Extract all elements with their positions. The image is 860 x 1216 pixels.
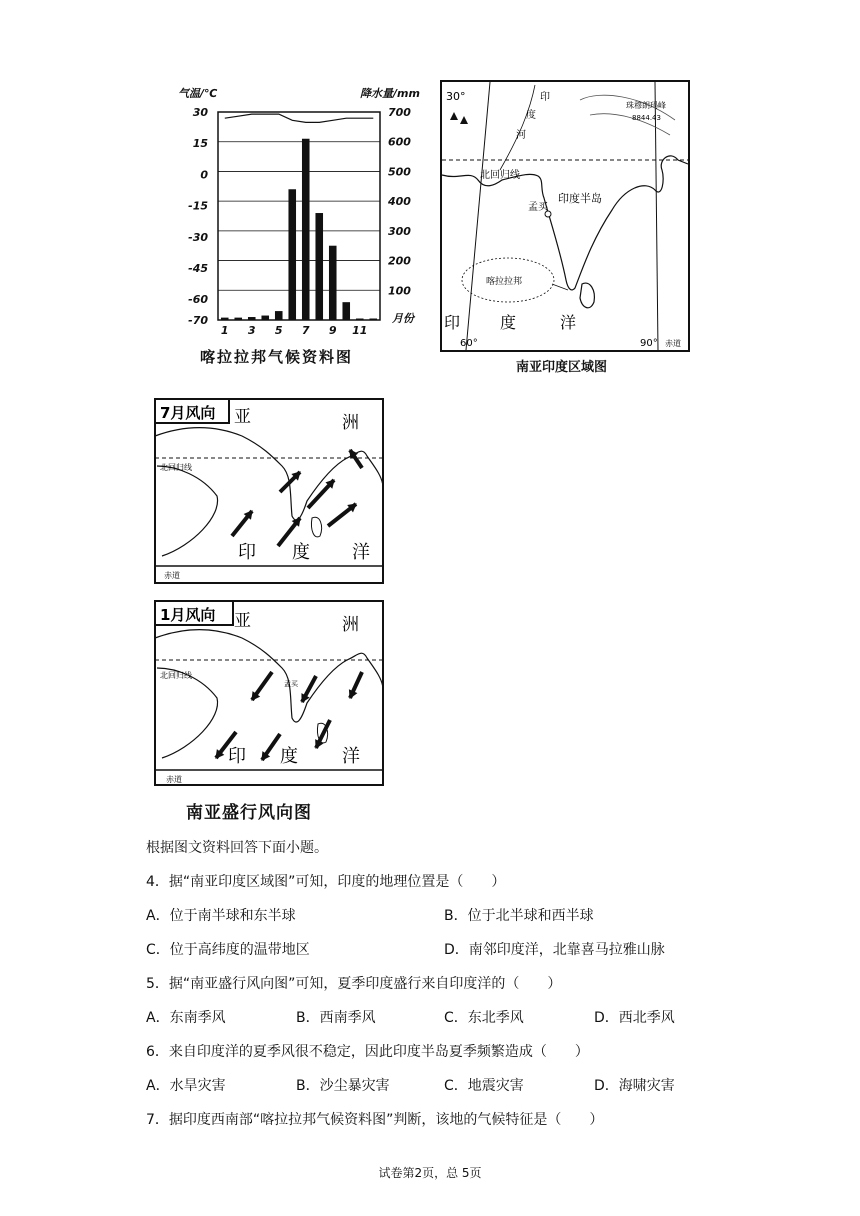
right-axis-label: 降水量/mm <box>360 87 420 100</box>
left-tick-label: -45 <box>188 262 208 275</box>
left-tick-label: -70 <box>188 314 208 327</box>
lat-30-label: 30° <box>446 90 466 103</box>
plot-frame <box>218 112 380 320</box>
everest-height: 8844.43 <box>632 114 661 122</box>
jan-tropic-label: 北回归线 <box>160 671 192 680</box>
mumbai-label: 孟买 <box>528 202 548 213</box>
right-tick-label: 400 <box>388 195 411 209</box>
q5-option-d[interactable]: D．西北季风 <box>594 1010 675 1026</box>
q4-option-a[interactable]: A．位于南半球和东半球 <box>146 908 296 924</box>
q5-option-b[interactable]: B．西南季风 <box>296 1010 376 1026</box>
q6-option-a[interactable]: A．水旱灾害 <box>146 1078 226 1094</box>
climate-chart-title: 喀拉拉邦气候资料图 <box>200 348 354 366</box>
july-asia-char-2: 洲 <box>342 413 359 433</box>
q4-option-b[interactable]: B．位于北半球和西半球 <box>444 908 594 924</box>
precip-bar <box>248 317 256 320</box>
question-5-stem: 5．据“南亚盛行风向图”可知，夏季印度盛行来自印度洋的（ ） <box>146 976 562 992</box>
right-tick-label: 100 <box>388 284 411 298</box>
month-axis-label: 月份 <box>392 312 414 325</box>
jan-ocean-char-1: 印 <box>228 746 246 767</box>
july-tropic-label: 北回归线 <box>160 463 192 472</box>
precip-bar <box>369 319 377 320</box>
july-wind-map <box>152 396 392 586</box>
left-tick-label: 30 <box>192 106 208 119</box>
precip-bar <box>261 316 269 320</box>
question-4-stem: 4．据“南亚印度区域图”可知，印度的地理位置是（ ） <box>146 874 506 890</box>
lon-90-label: 90° <box>640 338 658 349</box>
ocean-char-1: 印 <box>444 313 461 332</box>
precip-bar <box>315 213 323 320</box>
map-title: 南亚印度区域图 <box>516 360 608 375</box>
india-map-svg <box>440 80 690 352</box>
precip-bar <box>356 319 364 320</box>
kerala-label: 喀拉拉邦 <box>486 277 523 287</box>
july-wind-svg <box>152 396 392 586</box>
right-tick-label: 500 <box>388 165 411 179</box>
left-tick-label: -15 <box>188 199 208 213</box>
precip-bar <box>302 139 310 320</box>
india-region-map <box>440 80 690 352</box>
climate-chart <box>160 80 440 370</box>
q5-option-c[interactable]: C．东北季风 <box>444 1010 524 1026</box>
right-tick-label: 600 <box>388 135 411 149</box>
right-tick-label: 200 <box>388 254 411 268</box>
q6-option-b[interactable]: B．沙尘暴灾害 <box>296 1078 390 1094</box>
question-7-stem: 7．据印度西南部“喀拉拉邦气候资料图”判断，该地的气候特征是（ ） <box>146 1112 604 1128</box>
july-ocean-char-2: 度 <box>292 542 310 563</box>
q4-option-c[interactable]: C．位于高纬度的温带地区 <box>146 942 310 958</box>
everest-label: 珠穆朗玛峰 <box>626 101 666 110</box>
equator-label: 赤道 <box>665 339 681 348</box>
peninsula-label: 印度半岛 <box>558 192 602 205</box>
left-tick-label: -30 <box>188 230 208 244</box>
right-tick-label: 700 <box>388 106 411 119</box>
precip-bar <box>275 311 283 320</box>
jan-header: 1月风向 <box>160 606 216 624</box>
q6-option-c[interactable]: C．地震灾害 <box>444 1078 524 1094</box>
jan-ocean-char-2: 度 <box>280 746 298 767</box>
temperature-line <box>225 114 373 122</box>
left-tick-label: 15 <box>192 137 208 151</box>
month-tick-label: 9 <box>328 324 337 337</box>
q4-option-d[interactable]: D．南邻印度洋，北靠喜马拉雅山脉 <box>444 942 665 958</box>
month-tick-label: 1 <box>220 324 229 337</box>
ocean-char-2: 度 <box>500 313 517 332</box>
intro-text: 根据图文资料回答下面小题。 <box>146 840 328 856</box>
month-tick-label: 11 <box>352 324 368 337</box>
left-tick-label: 0 <box>200 168 208 182</box>
q6-option-d[interactable]: D．海啸灾害 <box>594 1078 675 1094</box>
jan-equator-label: 赤道 <box>166 775 182 784</box>
lon-60-label: 60° <box>460 338 478 349</box>
january-wind-map <box>152 598 392 790</box>
precip-bar <box>288 189 296 320</box>
question-6-stem: 6．来自印度洋的夏季风很不稳定，因此印度半岛夏季频繁造成（ ） <box>146 1044 589 1060</box>
climate-chart-svg <box>160 80 440 370</box>
river-char-3: 河 <box>516 130 526 141</box>
july-ocean-char-1: 印 <box>238 542 256 563</box>
page-footer: 试卷第2页，总 5页 <box>378 1166 482 1180</box>
january-wind-svg <box>152 598 392 790</box>
month-tick-label: 5 <box>274 324 283 337</box>
precip-bar <box>329 246 337 320</box>
precip-bar <box>234 318 242 320</box>
q5-option-a[interactable]: A．东南季风 <box>146 1010 226 1026</box>
jan-asia-char-1: 亚 <box>234 611 251 631</box>
july-asia-char-1: 亚 <box>234 407 251 427</box>
july-ocean-char-3: 洋 <box>352 542 370 563</box>
river-char-1: 印 <box>540 92 550 103</box>
jan-mumbai-label: 孟买 <box>284 680 298 688</box>
left-axis-label: 气温/℃ <box>178 87 218 100</box>
month-tick-label: 7 <box>301 324 310 337</box>
ocean-char-3: 洋 <box>560 313 577 332</box>
july-header: 7月风向 <box>160 404 216 422</box>
month-tick-label: 3 <box>247 324 256 337</box>
jan-asia-char-2: 洲 <box>342 615 359 635</box>
right-tick-label: 300 <box>388 224 411 238</box>
precip-bar <box>221 318 229 320</box>
july-equator-label: 赤道 <box>164 571 180 580</box>
river-char-2: 度 <box>526 110 536 121</box>
left-tick-label: -60 <box>188 293 208 307</box>
tropic-label: 北回归线 <box>480 170 520 181</box>
wind-figure-title: 南亚盛行风向图 <box>186 803 312 823</box>
jan-ocean-char-3: 洋 <box>342 746 360 767</box>
precip-bar <box>342 302 350 320</box>
